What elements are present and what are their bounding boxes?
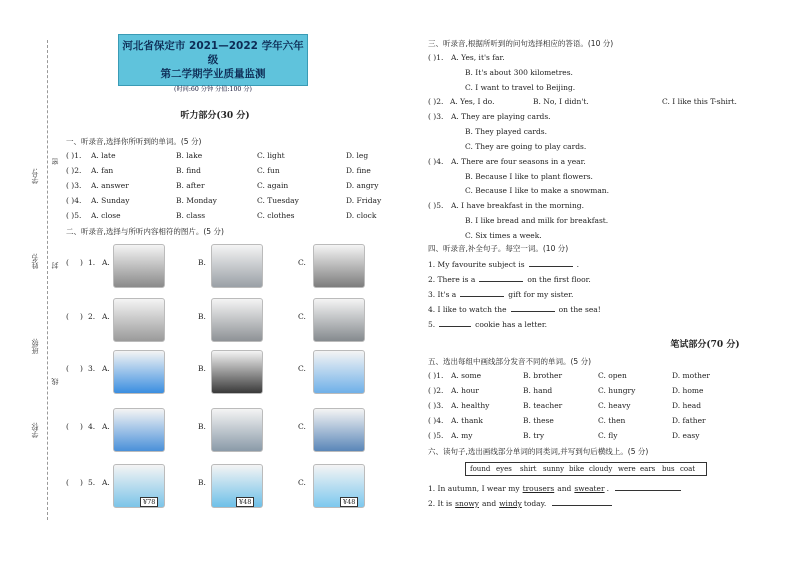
price-tag: ¥48 bbox=[340, 497, 358, 507]
part3-heading: 三、听录音,根据所听到的问句选择相应的答语。(10 分) bbox=[428, 39, 614, 48]
question-paren: ( bbox=[66, 364, 69, 373]
word-bank-box bbox=[465, 462, 707, 476]
phonics-option[interactable]: B. these bbox=[523, 416, 554, 425]
phonics-option[interactable]: C. hungry bbox=[598, 386, 636, 395]
sentence-middle: and bbox=[482, 499, 497, 508]
word-bank-word: ears bbox=[640, 465, 656, 473]
phonics-option[interactable]: A. thank bbox=[451, 416, 483, 425]
word-bank-word: cloudy bbox=[589, 465, 613, 473]
question-number: ( )4. bbox=[66, 196, 82, 205]
phonics-option[interactable]: A. healthy bbox=[451, 401, 490, 410]
part1-question-row bbox=[0, 181, 400, 193]
answer-option[interactable]: D. clock bbox=[346, 211, 377, 220]
question-number: ( )5. bbox=[428, 431, 444, 440]
picture-option-label[interactable]: A. bbox=[102, 422, 110, 431]
answer-option[interactable]: A. Yes, I do. bbox=[450, 97, 495, 107]
picture-option-label[interactable]: B. bbox=[198, 422, 206, 431]
answer-option[interactable]: C. I want to travel to Beijing. bbox=[465, 82, 576, 92]
fill-blank-sentence bbox=[428, 259, 579, 271]
answer-option[interactable]: A. answer bbox=[91, 181, 129, 190]
question-number: ( )4. bbox=[428, 416, 444, 425]
answer-blank[interactable] bbox=[615, 483, 681, 491]
answer-option[interactable]: A. Yes, it's far. bbox=[451, 53, 505, 62]
question-paren-close: ) bbox=[80, 422, 83, 431]
answer-option[interactable]: B. I like bread and milk for breakfast. bbox=[465, 216, 609, 225]
sentence-end: . bbox=[576, 260, 579, 269]
part4-heading: 四、听录音,补全句子。每空一词。(10 分) bbox=[428, 244, 569, 253]
picture-option-label[interactable]: B. bbox=[198, 478, 206, 487]
answer-option[interactable]: C. Tuesday bbox=[257, 196, 299, 205]
answer-option[interactable]: B. class bbox=[176, 211, 206, 220]
answer-blank[interactable] bbox=[552, 498, 612, 506]
answer-option[interactable]: A. They are playing cards. bbox=[451, 112, 551, 122]
answer-option[interactable]: A. I have breakfast in the morning. bbox=[451, 201, 584, 211]
sentence-start: 1. My favourite subject is bbox=[428, 260, 525, 269]
answer-option[interactable]: B. Because I like to plant flowers. bbox=[465, 171, 593, 181]
question-number: ( )1. bbox=[428, 371, 444, 380]
answer-option[interactable]: A. fan bbox=[91, 166, 114, 175]
exam-time-score: (时间:60 分钟 分值:100 分) bbox=[174, 86, 252, 93]
answer-option[interactable]: D. Friday bbox=[346, 196, 382, 205]
phonics-option[interactable]: A. my bbox=[451, 431, 473, 440]
fill-blank-sentence bbox=[428, 274, 591, 286]
picture-option-label[interactable]: C. bbox=[298, 364, 306, 373]
class-label: 班级: bbox=[31, 338, 39, 355]
question-paren: ( bbox=[66, 312, 69, 321]
question-number: ( )3. bbox=[428, 401, 444, 410]
question-paren-close: ) bbox=[80, 478, 83, 487]
question-paren: ( bbox=[66, 478, 69, 487]
picture-option-label[interactable]: C. bbox=[298, 478, 306, 487]
sentence-start: 2. It is bbox=[428, 499, 453, 508]
picture-option-image[interactable] bbox=[211, 298, 263, 342]
part1-question-row bbox=[0, 166, 400, 178]
phonics-option[interactable]: C. fly bbox=[598, 431, 618, 440]
picture-option-image[interactable] bbox=[113, 298, 165, 342]
word-bank-word: were bbox=[618, 465, 636, 473]
answer-option[interactable]: A. Sunday bbox=[91, 196, 130, 205]
picture-option-image[interactable] bbox=[113, 350, 165, 394]
phonics-option[interactable]: C. then bbox=[598, 416, 626, 425]
picture-option-image[interactable] bbox=[211, 408, 263, 452]
answer-option[interactable]: C. Six times a week. bbox=[465, 230, 542, 240]
question-paren-close: ) bbox=[80, 312, 83, 321]
phonics-option[interactable]: D. father bbox=[672, 416, 706, 425]
answer-option[interactable]: C. I like this T-shirt. bbox=[662, 97, 737, 107]
question-number: ( )2. bbox=[66, 166, 82, 175]
underlined-word: snowy bbox=[455, 499, 480, 508]
answer-blank[interactable] bbox=[511, 304, 555, 312]
picture-option-label[interactable]: B. bbox=[198, 364, 206, 373]
picture-option-label[interactable]: C. bbox=[298, 312, 306, 321]
part1-question-row bbox=[0, 211, 400, 223]
word-bank-word: shirt bbox=[520, 465, 537, 473]
seal-line bbox=[47, 40, 48, 520]
picture-option-label[interactable]: A. bbox=[102, 258, 110, 267]
student-number-label: 学号: bbox=[31, 168, 39, 185]
sentence-end: today. bbox=[523, 499, 547, 508]
question-number: ( )4. bbox=[428, 156, 444, 166]
part1-question-row bbox=[0, 151, 400, 163]
word-bank-word: bus bbox=[662, 465, 675, 473]
part2-heading: 二、听录音,选择与所听内容相符的图片。(5 分) bbox=[66, 227, 224, 236]
question-number: ( )2. bbox=[428, 97, 444, 107]
sentence-start: 3. It's a bbox=[428, 290, 457, 299]
answer-option[interactable]: B. It's about 300 kilometres. bbox=[465, 67, 573, 77]
word-bank-word: sunny bbox=[543, 465, 565, 473]
sentence-end: on the first floor. bbox=[527, 275, 591, 284]
answer-blank[interactable] bbox=[439, 319, 471, 327]
answer-blank[interactable] bbox=[479, 274, 523, 282]
question-number: ( )1. bbox=[428, 53, 444, 62]
fill-blank-sentence bbox=[428, 304, 601, 316]
picture-option-label[interactable]: B. bbox=[198, 258, 206, 267]
question-paren-close: ) bbox=[80, 364, 83, 373]
phonics-option[interactable]: B. hand bbox=[523, 386, 553, 395]
sentence-end: cookie has a letter. bbox=[475, 320, 547, 329]
question-number: 4. bbox=[88, 422, 96, 431]
answer-option[interactable]: D. fine bbox=[346, 166, 371, 175]
answer-option[interactable]: C. clothes bbox=[257, 211, 295, 220]
answer-option[interactable]: C. light bbox=[257, 151, 285, 160]
fill-blank-sentence bbox=[428, 319, 547, 331]
picture-option-image[interactable] bbox=[313, 298, 365, 342]
seal-mark-mi: 密 bbox=[51, 158, 59, 165]
phonics-option[interactable]: B. try bbox=[523, 431, 545, 440]
picture-option-label[interactable]: B. bbox=[198, 312, 206, 321]
question-number: ( )3. bbox=[66, 181, 82, 190]
price-tag: ¥48 bbox=[236, 497, 254, 507]
picture-option-label[interactable]: A. bbox=[102, 312, 110, 321]
answer-option[interactable]: D. angry bbox=[346, 181, 379, 190]
phonics-option[interactable]: A. hour bbox=[451, 386, 479, 395]
answer-blank[interactable] bbox=[529, 259, 573, 267]
exam-title-line1: 河北省保定市 2021—2022 学年六年级 bbox=[122, 40, 304, 66]
answer-option[interactable]: A. close bbox=[91, 211, 121, 220]
word-bank-word: coat bbox=[680, 465, 696, 473]
answer-option[interactable]: B. find bbox=[176, 166, 201, 175]
underlined-word: trousers bbox=[522, 484, 555, 493]
question-number: ( )1. bbox=[66, 151, 82, 160]
phonics-option[interactable]: C. open bbox=[598, 371, 627, 380]
picture-option-image[interactable] bbox=[113, 408, 165, 452]
question-number: ( )5. bbox=[66, 211, 82, 220]
answer-option[interactable]: B. lake bbox=[176, 151, 203, 160]
answer-option[interactable]: C. again bbox=[257, 181, 289, 190]
synonym-sentence bbox=[428, 498, 612, 510]
sentence-middle: and bbox=[557, 484, 572, 493]
phonics-option[interactable]: D. home bbox=[672, 386, 704, 395]
picture-option-image[interactable] bbox=[211, 350, 263, 394]
answer-blank[interactable] bbox=[460, 289, 504, 297]
answer-option[interactable]: D. leg bbox=[346, 151, 369, 160]
word-bank-word: found bbox=[470, 465, 491, 473]
seal-mark-xian: 线 bbox=[51, 378, 59, 385]
picture-option-label[interactable]: A. bbox=[102, 478, 110, 487]
phonics-option[interactable]: C. heavy bbox=[598, 401, 631, 410]
written-section-title: 笔试部分(70 分) bbox=[670, 340, 740, 350]
phonics-option[interactable]: A. some bbox=[451, 371, 482, 380]
question-number: ( )3. bbox=[428, 112, 444, 122]
seal-mark-feng: 封 bbox=[51, 262, 59, 269]
synonym-sentence bbox=[428, 483, 681, 495]
answer-option[interactable]: A. There are four seasons in a year. bbox=[451, 156, 586, 166]
picture-option-image[interactable] bbox=[113, 244, 165, 288]
exam-title-line2: 第二学期学业质量监测 bbox=[160, 68, 266, 80]
sentence-start: 4. I like to watch the bbox=[428, 305, 507, 314]
underlined-word: windy bbox=[499, 499, 522, 508]
sentence-start: 1. In autumn, I wear my bbox=[428, 484, 520, 493]
question-number: 1. bbox=[88, 258, 96, 267]
question-paren: ( bbox=[66, 258, 69, 267]
answer-option[interactable]: B. Monday bbox=[176, 196, 217, 205]
question-number: 5. bbox=[88, 478, 96, 487]
picture-option-label[interactable]: C. bbox=[298, 422, 306, 431]
sentence-start: 2. There is a bbox=[428, 275, 476, 284]
part5-heading: 五、选出每组中画线部分发音不同的单词。(5 分) bbox=[428, 357, 592, 366]
phonics-option[interactable]: D. easy bbox=[672, 431, 700, 440]
part6-heading: 六、读句子,选出画线部分单词的同类词,并写到句后横线上。(5 分) bbox=[428, 447, 649, 456]
phonics-option[interactable]: B. brother bbox=[523, 371, 563, 380]
question-number: ( )5. bbox=[428, 201, 444, 211]
sentence-end: . bbox=[606, 484, 609, 493]
answer-option[interactable]: B. They played cards. bbox=[465, 127, 547, 137]
sentence-start: 5. bbox=[428, 320, 436, 329]
picture-option-label[interactable]: A. bbox=[102, 364, 110, 373]
exam-title-box bbox=[118, 34, 308, 93]
answer-option[interactable]: C. Because I like to make a snowman. bbox=[465, 186, 610, 196]
sentence-end: on the sea! bbox=[558, 305, 601, 314]
question-number: 3. bbox=[88, 364, 96, 373]
fill-blank-sentence bbox=[428, 289, 573, 301]
sentence-end: gift for my sister. bbox=[508, 290, 574, 299]
answer-option[interactable]: C. They are going to play cards. bbox=[465, 142, 587, 151]
answer-option[interactable]: B. No, I didn't. bbox=[533, 97, 589, 107]
picture-option-image[interactable] bbox=[313, 408, 365, 452]
question-number: 2. bbox=[88, 312, 96, 321]
underlined-word: sweater bbox=[574, 484, 605, 493]
part1-heading: 一、听录音,选择你所听到的单词。(5 分) bbox=[66, 137, 202, 146]
phonics-option[interactable]: D. head bbox=[672, 401, 702, 410]
question-paren: ( bbox=[66, 422, 69, 431]
phonics-option[interactable]: D. mother bbox=[672, 371, 711, 380]
answer-option[interactable]: B. after bbox=[176, 181, 205, 190]
listening-section-title: 听力部分(30 分) bbox=[180, 111, 250, 121]
word-bank-word: eyes bbox=[496, 465, 512, 473]
price-tag: ¥78 bbox=[140, 497, 158, 507]
school-label: 学校: bbox=[31, 422, 39, 439]
picture-option-label[interactable]: C. bbox=[298, 258, 306, 267]
picture-option-image[interactable] bbox=[313, 350, 365, 394]
question-number: ( )2. bbox=[428, 386, 444, 395]
word-bank-word: bike bbox=[569, 465, 585, 473]
answer-option[interactable]: A. late bbox=[91, 151, 116, 160]
picture-option-image[interactable] bbox=[313, 244, 365, 288]
picture-option-image[interactable] bbox=[211, 244, 263, 288]
question-paren-close: ) bbox=[80, 258, 83, 267]
student-name-label: 姓名: bbox=[31, 253, 39, 270]
answer-option[interactable]: C. fun bbox=[257, 166, 280, 175]
phonics-option[interactable]: B. teacher bbox=[523, 401, 563, 410]
part1-question-row bbox=[0, 196, 400, 208]
